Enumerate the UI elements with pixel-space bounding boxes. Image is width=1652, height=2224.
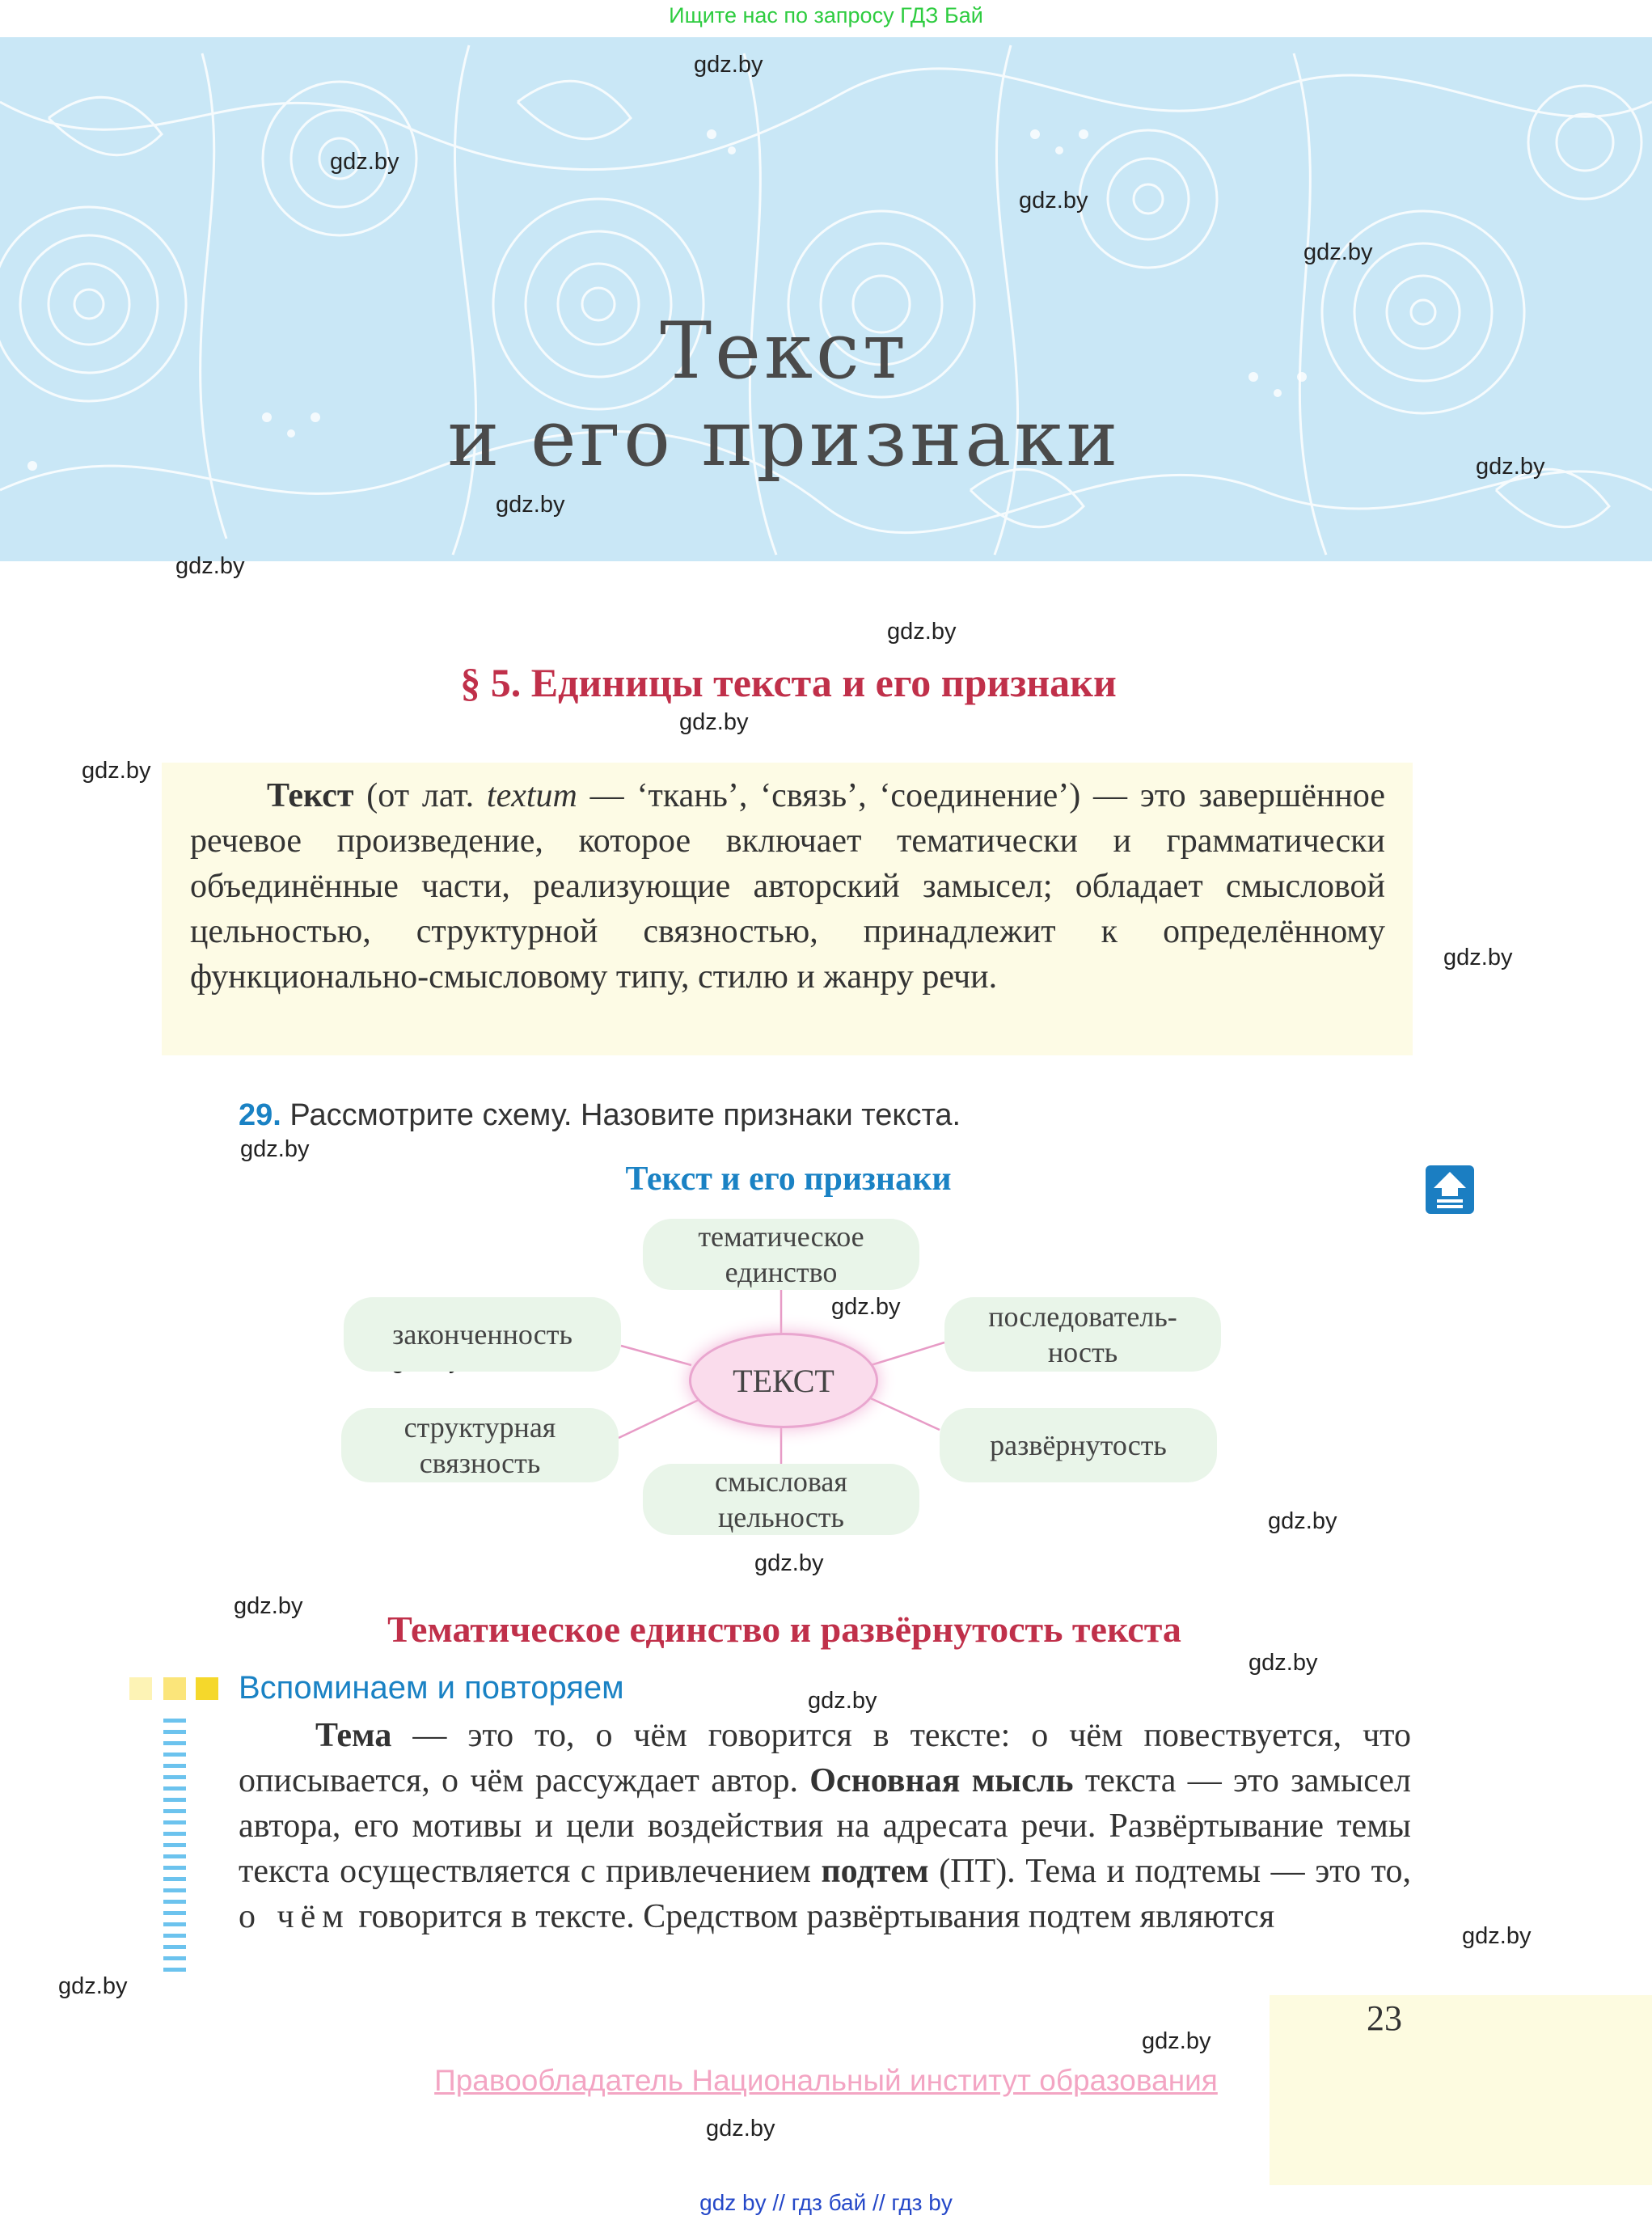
watermark: gdz.by <box>754 1550 824 1576</box>
watermark: gdz.by <box>496 492 565 518</box>
watermark: gdz.by <box>1462 1923 1532 1949</box>
rights-holder-link[interactable]: Правообладатель Национальный институт образования <box>434 2064 1218 2097</box>
watermark: gdz.by <box>706 2116 775 2142</box>
exercise-number: 29. <box>239 1098 281 1132</box>
watermark: gdz.by <box>1303 239 1373 265</box>
subsection-title: Тематическое единство и развёрнутость текста <box>387 1609 1181 1650</box>
footer-links[interactable]: gdz by // гдз бай // гдз by <box>699 2190 953 2215</box>
watermark: gdz.by <box>240 1136 310 1162</box>
watermark: gdz.by <box>1268 1508 1337 1534</box>
scheme-node-structural-coherence: структурная связность <box>341 1408 619 1482</box>
scheme-node-expansion: развёрнутость <box>940 1408 1217 1482</box>
scheme-node-completeness: законченность <box>344 1297 621 1372</box>
connector-line <box>619 1399 700 1438</box>
scheme-node-thematic-unity: тематическое единство <box>643 1219 919 1290</box>
watermark: gdz.by <box>808 1688 877 1714</box>
watermark: gdz.by <box>1443 945 1513 970</box>
watermark: gdz.by <box>1019 188 1088 214</box>
connector-line <box>871 1342 944 1365</box>
watermark: gdz.by <box>887 619 957 645</box>
watermark: gdz.by <box>1142 2028 1211 2054</box>
connector-line <box>621 1346 691 1365</box>
watermark: gdz.by <box>58 1973 128 1999</box>
watermark: gdz.by <box>694 52 763 78</box>
watermark: gdz.by <box>679 709 749 735</box>
section-title: § 5. Единицы текста и его признаки <box>460 660 1117 705</box>
term-subtopics: подтем <box>821 1853 929 1890</box>
watermark: gdz.by <box>1249 1650 1318 1676</box>
watermark: gdz.by <box>82 758 151 784</box>
promo-link[interactable]: Ищите нас по запросу ГДЗ Бай <box>669 3 983 27</box>
scheme-title: Текст и его признаки <box>625 1161 952 1198</box>
spaced-emphasis: о чём <box>239 1898 350 1935</box>
watermark: gdz.by <box>330 149 399 175</box>
body-paragraph: Тема — это то, о чём говорится в тексте: о чём повествуется, что описывается, о чём рассуждает автор. Основная мысль текста — это замысел автора, его мотивы и цели воздействия на адресата речи. Развёртывание темы текста осуществляется с привлечением подтем (ПТ). Тема и подтемы — это то, о чём говорится в тексте. Средством развёртывания подтем являются <box>239 1717 1411 1935</box>
marker-square <box>129 1677 152 1700</box>
marker-square <box>163 1677 186 1700</box>
page-number: 23 <box>1367 1998 1402 2038</box>
scheme-center-text: ТЕКСТ <box>689 1333 878 1428</box>
recall-label: Вспоминаем и повторяем <box>239 1670 624 1706</box>
definition-text: Текст (от лат. textum — ‘ткань’, ‘связь’, ‘соединение’) — это завершённое речевое произведение, которое включает тематически и грамматически объединённые части, реализующие авторский замысел; обладает смысловой цельностью, структурной связностью, принадлежит к определённому функционально-смысловому типу, стилю и жанру речи. <box>190 777 1386 996</box>
chapter-title-line2: и его признаки <box>447 393 1122 484</box>
marker-square <box>196 1677 218 1700</box>
term-tema: Тема <box>315 1717 392 1754</box>
chapter-title-line1: Текст <box>660 306 909 396</box>
connector-line <box>865 1396 940 1430</box>
scheme-node-sequence: последователь-ность <box>944 1297 1221 1372</box>
watermark: gdz.by <box>831 1294 901 1320</box>
scheme-node-semantic-integrity: смысловая цельность <box>643 1464 919 1535</box>
definition-term: Текст <box>267 777 354 814</box>
watermark: gdz.by <box>234 1593 303 1619</box>
latin-word: textum <box>486 777 577 814</box>
exercise-29: 29. Рассмотрите схему. Назовите признаки текста. <box>239 1098 961 1132</box>
term-main-idea: Основная мысль <box>809 1762 1074 1799</box>
watermark: gdz.by <box>175 553 245 579</box>
watermark: gdz.by <box>1476 454 1545 480</box>
